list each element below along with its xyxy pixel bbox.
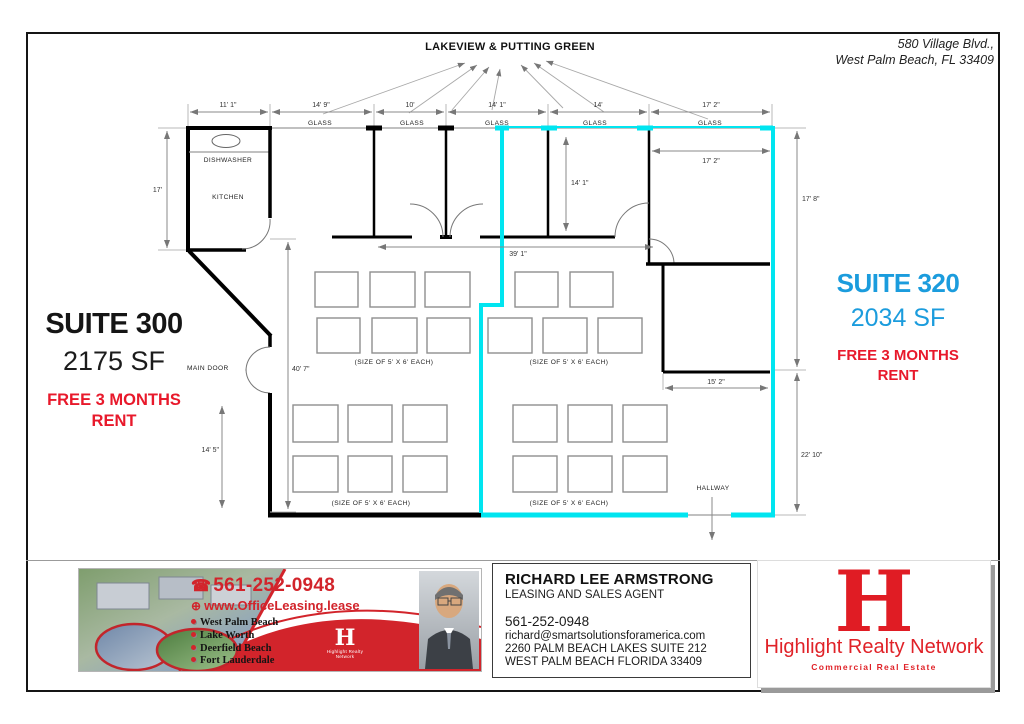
door-leaf <box>410 204 443 237</box>
office-building <box>97 583 149 609</box>
glass-label: GLASS <box>698 120 722 127</box>
agent-contact-card <box>492 563 751 678</box>
dim-lower-left: 14' 5" <box>201 447 219 454</box>
city-west-palm-beach: West Palm Beach <box>200 617 279 628</box>
city-fort-lauderdale: Fort Lauderdale <box>200 655 275 667</box>
suite-300-promo-line2: RENT <box>91 412 137 431</box>
glass-label: GLASS <box>400 120 424 127</box>
kitchen-label: KITCHEN <box>212 194 244 201</box>
lakeview-label: LAKEVIEW & PUTTING GREEN <box>425 41 595 53</box>
hallway-label: HALLWAY <box>696 485 730 492</box>
door-leaf <box>649 239 674 264</box>
brand-name-small: Highlight Realty Network <box>326 649 364 659</box>
dim-room-depth: 14' 1" <box>571 180 589 187</box>
agent-phone: 561-252-0948 <box>505 614 590 629</box>
agent-email[interactable]: richard@smartsolutionsforamerica.com <box>505 630 706 642</box>
bullet-icon <box>191 645 196 650</box>
dim-corner-room: 17' 2" <box>702 158 720 165</box>
suite-320-name: SUITE 320 <box>836 268 960 298</box>
dim-14: 14' <box>593 102 603 109</box>
agent-address-line1: 2260 PALM BEACH LAKES SUITE 212 <box>505 643 707 655</box>
brand-h-letter: H <box>334 625 356 651</box>
table-size-label: (SIZE OF 5' X 6' EACH) <box>529 359 609 366</box>
suite-300-label-block <box>28 308 200 433</box>
table-size-label: (SIZE OF 5' X 6' EACH) <box>354 359 434 366</box>
globe-icon: ⊕ <box>191 599 202 613</box>
suite-320-promo <box>812 346 984 385</box>
suite-320-area: 2034 SF <box>850 304 946 332</box>
leasing-ad-banner <box>78 568 482 672</box>
ad-website-url: www.OfficeLeasing.lease <box>204 598 360 613</box>
kitchen-sink <box>212 135 240 148</box>
top-dimensions <box>188 102 772 127</box>
bullet-icon <box>191 619 196 624</box>
ad-brand-logo <box>322 627 368 659</box>
service-cities-list <box>191 617 278 668</box>
ad-phone-number: 561-252-0948 <box>213 575 336 596</box>
suite-300-promo-line1: FREE 3 MONTHS <box>47 391 181 409</box>
ad-website[interactable] <box>191 598 360 613</box>
dim-17-2: 17' 2" <box>702 102 720 109</box>
door-leaf <box>450 204 483 237</box>
view-arrow-fan <box>323 61 708 119</box>
glass-label: GLASS <box>308 120 332 127</box>
table-size-label: (SIZE OF 5' X 6' EACH) <box>529 500 609 507</box>
agent-address-line2: WEST PALM BEACH FLORIDA 33409 <box>505 656 703 668</box>
suite-300-name: SUITE 300 <box>45 308 183 340</box>
suite-300-promo <box>28 390 200 433</box>
address-line2: West Palm Beach, FL 33409 <box>835 53 994 68</box>
city-deerfield-beach: Deerfield Beach <box>200 642 272 654</box>
highlight-realty-logo <box>757 552 991 688</box>
suite-300-area: 2175 SF <box>62 346 166 376</box>
glass-label: GLASS <box>485 120 509 127</box>
dim-11-1: 11' 1" <box>219 102 237 109</box>
list-item <box>191 630 278 643</box>
logo-company-name: Highlight Realty Network <box>764 636 984 659</box>
dim-span: 39' 1" <box>509 251 527 258</box>
logo-tagline: Commercial Real Estate <box>811 662 937 673</box>
bullet-icon <box>191 632 196 637</box>
dim-right-upper: 17' 8" <box>802 196 820 203</box>
suite-320-promo-line2: RENT <box>877 366 919 384</box>
dim-10: 10' <box>405 102 415 109</box>
ad-phone <box>191 575 335 597</box>
list-item <box>191 643 278 656</box>
dim-14-1: 14' 1" <box>488 102 506 109</box>
dim-inner-room: 15' 2" <box>707 379 725 386</box>
city-lake-worth: Lake Worth <box>200 629 255 641</box>
property-address <box>835 36 994 69</box>
door-leaf <box>615 203 649 237</box>
logo-h-letter: H <box>834 552 914 651</box>
table-size-label: (SIZE OF 5' X 6' EACH) <box>331 500 411 507</box>
main-door-leaf <box>246 347 270 371</box>
agent-role: LEASING AND SALES AGENT <box>505 589 665 601</box>
dishwasher-label: DISHWASHER <box>203 157 253 164</box>
dim-open-area: 40' 7" <box>292 366 310 373</box>
list-item <box>191 617 278 630</box>
suite-320-promo-line1: FREE 3 MONTHS <box>837 347 959 364</box>
dim-14-9: 14' 9" <box>312 102 330 109</box>
address-line1: 580 Village Blvd., <box>897 37 994 51</box>
agent-name: RICHARD LEE ARMSTRONG <box>505 571 714 588</box>
main-door-leaf <box>246 369 270 393</box>
agent-photo <box>419 571 479 669</box>
bullet-icon <box>191 657 196 662</box>
dim-right-lower: 22' 10" <box>801 452 823 459</box>
main-door-label: MAIN DOOR <box>187 365 229 372</box>
dim-kitchen-height: 17' <box>152 187 162 194</box>
phone-icon: ☎ <box>191 578 212 595</box>
suite-320-label-block <box>812 268 984 385</box>
glass-label: GLASS <box>583 120 607 127</box>
list-item <box>191 655 278 668</box>
